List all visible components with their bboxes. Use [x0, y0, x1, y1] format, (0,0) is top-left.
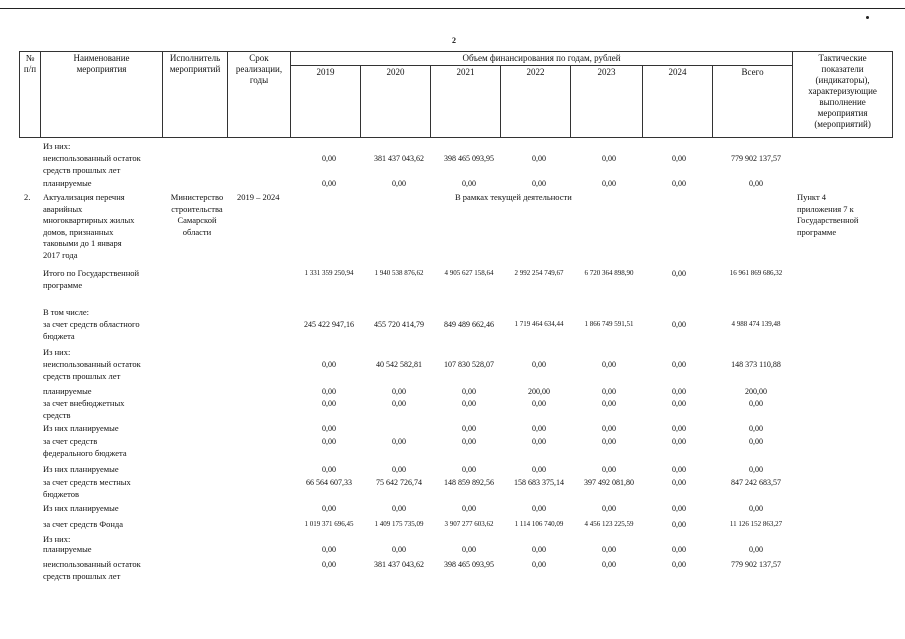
row-value: 0,00 — [322, 360, 336, 369]
row-value: 0,00 — [672, 504, 686, 513]
header-term: Срок реализации, годы — [228, 52, 291, 138]
row-value: 0,00 — [392, 504, 406, 513]
row-value: 0,00 — [532, 504, 546, 513]
row-value: 0,00 — [749, 424, 763, 433]
header-table — [19, 51, 893, 138]
row-label: Из них: — [43, 534, 71, 544]
row-value: 1 114 106 740,09 — [514, 520, 564, 528]
row-value: 0,00 — [392, 437, 406, 446]
row-value: 0,00 — [322, 560, 336, 569]
header-year: 2022 — [501, 66, 571, 138]
row-label: за счет внебюджетных средств — [43, 398, 125, 420]
row-label: планируемые — [43, 386, 92, 396]
row-value: 0,00 — [322, 545, 336, 554]
row-value: 0,00 — [602, 154, 616, 163]
row-value: 3 907 277 603,62 — [444, 520, 494, 528]
header-year: 2021 — [431, 66, 501, 138]
row-value: 0,00 — [392, 465, 406, 474]
row-value: 6 720 364 898,90 — [584, 269, 634, 277]
row-label: В том числе: — [43, 307, 89, 317]
row-value: 0,00 — [672, 545, 686, 554]
row-value: 0,00 — [602, 179, 616, 188]
row-value: 0,00 — [462, 465, 476, 474]
row-value: 0,00 — [602, 465, 616, 474]
row-value: 148 373 110,88 — [731, 360, 781, 369]
row-value: 1 331 359 250,94 — [304, 269, 354, 277]
row-label: планируемые — [43, 544, 92, 554]
row-value: 4 456 123 225,59 — [584, 520, 634, 528]
row-label: Из них планируемые — [43, 464, 119, 474]
row-label: планируемые — [43, 178, 92, 188]
row-value: 0,00 — [749, 179, 763, 188]
row-value: 0,00 — [392, 545, 406, 554]
row-value: 200,00 — [745, 387, 767, 396]
row-value: 381 437 043,62 — [374, 154, 424, 163]
row-value: 0,00 — [749, 399, 763, 408]
row-value: 107 830 528,07 — [444, 360, 494, 369]
row-value: 0,00 — [462, 399, 476, 408]
row-label: за счет средств местных бюджетов — [43, 477, 131, 499]
row-value: 0,00 — [672, 437, 686, 446]
row-value: 0,00 — [672, 424, 686, 433]
row-value: 4 988 474 139,48 — [731, 320, 781, 328]
row-label: Из них планируемые — [43, 503, 119, 513]
row-label: Итого по Государственной программе — [43, 268, 140, 290]
row-label: за счет средств Фонда — [43, 519, 123, 529]
row-value: 779 902 137,57 — [731, 560, 781, 569]
row-value: 40 542 582,81 — [376, 360, 422, 369]
row-value: 0,00 — [322, 504, 336, 513]
header-executor: Исполнитель мероприятий — [163, 52, 228, 138]
header-year: 2023 — [571, 66, 643, 138]
row-value: 0,00 — [462, 437, 476, 446]
row-value: 0,00 — [672, 560, 686, 569]
row-value: 1 940 538 876,62 — [374, 269, 424, 277]
row-value: 0,00 — [672, 360, 686, 369]
row-value: 0,00 — [462, 545, 476, 554]
row-value: 0,00 — [532, 437, 546, 446]
header-year: 2019 — [291, 66, 361, 138]
row-value: 0,00 — [672, 399, 686, 408]
row-number: 2. — [24, 192, 31, 202]
row-value: 0,00 — [532, 545, 546, 554]
row-value: 0,00 — [749, 504, 763, 513]
row-value: 0,00 — [602, 399, 616, 408]
row-value: 397 492 081,80 — [584, 478, 634, 487]
speck-mark — [866, 16, 869, 19]
row-value: 0,00 — [532, 399, 546, 408]
row-value: 0,00 — [602, 424, 616, 433]
row-value: 148 859 892,56 — [444, 478, 494, 487]
row-value: 0,00 — [749, 545, 763, 554]
row-value: 0,00 — [602, 387, 616, 396]
row-value: 398 465 093,95 — [444, 560, 494, 569]
row-value: 0,00 — [749, 437, 763, 446]
header-year: 2020 — [361, 66, 431, 138]
row-label: за счет средств федерального бюджета — [43, 436, 127, 458]
row-value: 0,00 — [602, 437, 616, 446]
row-label: неиспользованный остаток средств прошлых лет — [43, 359, 141, 381]
row-value: 0,00 — [602, 504, 616, 513]
row-value: 0,00 — [392, 179, 406, 188]
row-note: В рамках текущей деятельности — [455, 192, 572, 202]
row-value: 0,00 — [322, 424, 336, 433]
row-value: 0,00 — [462, 179, 476, 188]
row-value: 0,00 — [532, 154, 546, 163]
row-value: 1 019 371 696,45 — [304, 520, 354, 528]
row-value: 0,00 — [532, 560, 546, 569]
row-value: 0,00 — [392, 399, 406, 408]
row-indicator: Пункт 4 приложения 7 к Государственной программе — [797, 192, 859, 237]
row-value: 0,00 — [322, 387, 336, 396]
top-border-line — [0, 0, 905, 9]
row-value: 0,00 — [672, 320, 686, 329]
row-value: 0,00 — [602, 560, 616, 569]
page-number: 2 — [452, 36, 456, 45]
row-label: неиспользованный остаток средств прошлых лет — [43, 559, 141, 581]
row-label: Из них планируемые — [43, 423, 119, 433]
row-value: 0,00 — [672, 520, 686, 529]
header-financing: Объем финансирования по годам, рублей — [291, 52, 793, 66]
row-value: 0,00 — [672, 269, 686, 278]
row-value: 16 961 869 686,32 — [729, 269, 783, 277]
row-value: 849 489 662,46 — [444, 320, 494, 329]
row-label: неиспользованный остаток средств прошлых лет — [43, 153, 141, 175]
row-value: 0,00 — [462, 504, 476, 513]
row-value: 200,00 — [528, 387, 550, 396]
row-value: 0,00 — [672, 387, 686, 396]
row-value: 0,00 — [322, 179, 336, 188]
row-value: 381 437 043,62 — [374, 560, 424, 569]
row-value: 158 683 375,14 — [514, 478, 564, 487]
row-value: 4 905 627 158,64 — [444, 269, 494, 277]
row-value: 0,00 — [749, 465, 763, 474]
row-value: 0,00 — [672, 465, 686, 474]
row-value: 66 564 607,33 — [306, 478, 352, 487]
row-value: 0,00 — [532, 424, 546, 433]
row-value: 1 719 464 634,44 — [514, 320, 564, 328]
row-value: 0,00 — [672, 154, 686, 163]
row-value: 0,00 — [532, 360, 546, 369]
row-executor: Министерство строительства Самарской области — [170, 192, 224, 237]
row-value: 1 866 749 591,51 — [584, 320, 634, 328]
row-value: 455 720 414,79 — [374, 320, 424, 329]
row-value: 0,00 — [322, 154, 336, 163]
row-label: Актуализация перечня аварийных многоквартирных жилых домов, признанных таковыми до 1 января 2017 года — [43, 192, 135, 260]
row-value: 0,00 — [392, 387, 406, 396]
row-value: 0,00 — [322, 465, 336, 474]
row-value: 0,00 — [532, 179, 546, 188]
header-total: Всего — [713, 66, 793, 138]
row-value: 0,00 — [462, 387, 476, 396]
row-value: 0,00 — [322, 437, 336, 446]
row-value: 0,00 — [322, 399, 336, 408]
row-value: 0,00 — [672, 179, 686, 188]
row-value: 398 465 093,95 — [444, 154, 494, 163]
row-label: Из них: — [43, 347, 71, 357]
row-value: 75 642 726,74 — [376, 478, 422, 487]
row-label: Из них: — [43, 141, 71, 151]
header-indicators: Тактические показатели (индикаторы), характеризующие выполнение мероприятия (мероприятий) — [793, 52, 893, 138]
row-value: 0,00 — [602, 545, 616, 554]
row-value: 2 992 254 749,67 — [514, 269, 564, 277]
row-value: 0,00 — [532, 465, 546, 474]
row-term: 2019 – 2024 — [237, 192, 280, 202]
row-label: за счет средств областного бюджета — [43, 319, 140, 341]
row-value: 779 902 137,57 — [731, 154, 781, 163]
row-value: 245 422 947,16 — [304, 320, 354, 329]
header-year: 2024 — [643, 66, 713, 138]
row-value: 11 126 152 863,27 — [729, 520, 783, 528]
row-value: 1 409 175 735,09 — [374, 520, 424, 528]
header-num: № п/п — [20, 52, 41, 138]
header-name: Наименование мероприятия — [41, 52, 163, 138]
row-value: 0,00 — [672, 478, 686, 487]
row-value: 0,00 — [602, 360, 616, 369]
row-value: 0,00 — [462, 424, 476, 433]
row-value: 847 242 683,57 — [731, 478, 781, 487]
